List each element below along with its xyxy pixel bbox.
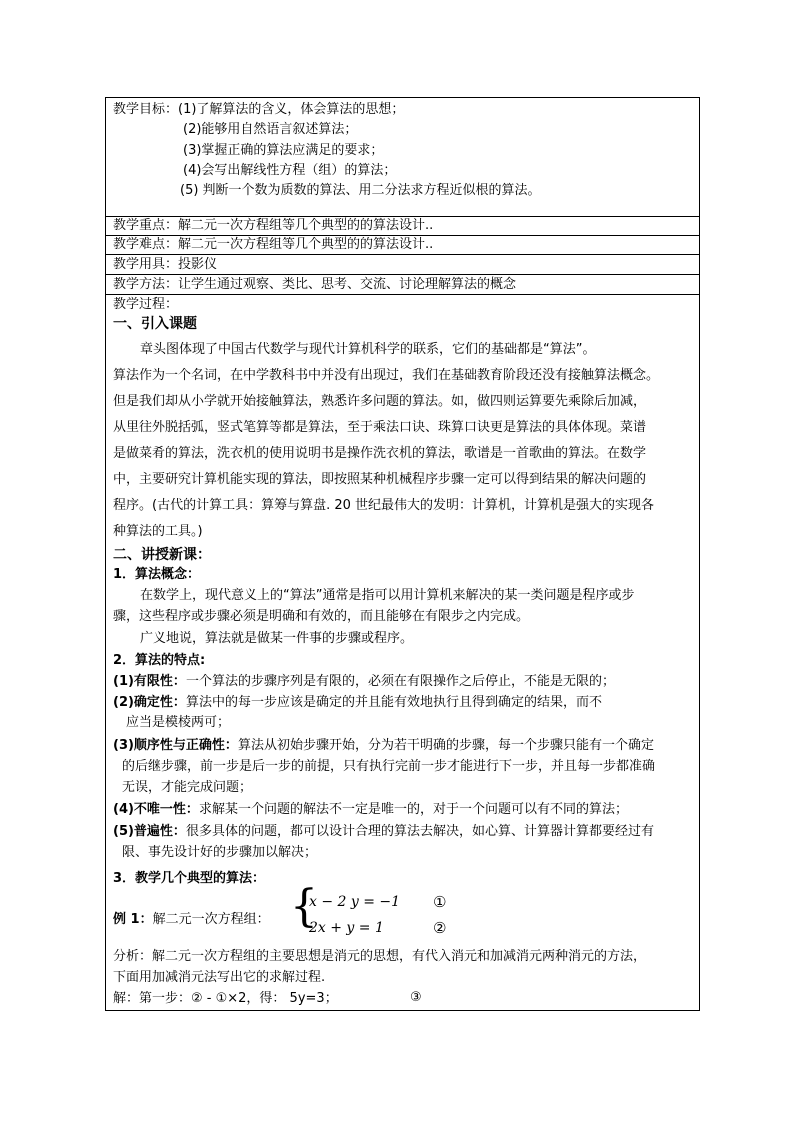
- intro-line: 种算法的工具。): [113, 524, 203, 539]
- feature-desc: 的后继步骤，前一步是后一步的前提，只有执行完前一步才能进行下一步，并且每一步都准确: [122, 759, 656, 774]
- example-number: 例 1：: [113, 912, 153, 927]
- feature-item: [113, 738, 654, 754]
- methods-text: 教学方法：让学生通过观察、类比、思考、交流、讨论理解算法的概念: [113, 277, 517, 292]
- feature-term: (2)确定性：: [113, 695, 186, 710]
- intro-line: 是做菜肴的算法，洗衣机的使用说明书是操作洗衣机的算法，歌谱是一首歌曲的算法。在数学: [113, 446, 647, 461]
- key-point-row: [106, 217, 699, 236]
- feature-desc: 一个算法的步骤序列是有限的，必须在有限操作之后停止，不能是无限的；: [185, 674, 615, 689]
- solution-step: 解：第一步：② - ①×2，得： 5y=3；: [113, 991, 338, 1006]
- analysis-line: 下面用加减消元法写出它的求解过程.: [113, 970, 326, 985]
- feature-item: [113, 824, 654, 840]
- example-desc: 解二元一次方程组：: [152, 912, 270, 927]
- tools-text: 教学用具：投影仪: [113, 257, 218, 272]
- feature-term: (1)有限性：: [113, 674, 186, 689]
- feature-item: [113, 802, 628, 818]
- solution-marker: ③: [410, 990, 422, 1005]
- objectives-label: 教学目标：: [113, 102, 179, 117]
- section-title: 二、讲授新课：: [113, 547, 211, 563]
- concept-title: 1．算法概念：: [113, 567, 201, 582]
- equation-brace: {: [290, 881, 318, 932]
- feature-item: [113, 674, 615, 690]
- equation-1: x − 2 y = −1: [309, 894, 401, 910]
- feature-term: (4)不唯一性：: [113, 802, 199, 817]
- intro-line: 从里往外脱括弧，竖式笔算等都是算法，至于乘法口诀、珠算口诀更是算法的具体体现。菜谱: [113, 420, 647, 435]
- tools-row: [106, 255, 699, 275]
- feature-desc: 求解某一个问题的解法不一定是唯一的，对于一个问题可以有不同的算法；: [198, 802, 628, 817]
- equation-marker: ①: [433, 893, 447, 911]
- key-point-text: 教学重点：解二元一次方程组等几个典型的的算法设计..: [113, 218, 434, 233]
- equation-2: 2x + y = 1: [309, 920, 384, 936]
- objective-item: (4)会写出解线性方程（组）的算法；: [183, 163, 397, 178]
- objective-item: (5) 判断一个数为质数的算法、用二分法求方程近似根的算法。: [180, 183, 541, 198]
- feature-desc: 应当是模棱两可；: [126, 715, 231, 730]
- feature-desc: 算法从初始步骤开始，分为若干明确的步骤，每一个步骤只能有一个确定: [237, 738, 654, 753]
- example-label: [113, 912, 270, 928]
- equation-marker: ②: [433, 919, 447, 937]
- process-label: 教学过程：: [113, 297, 179, 312]
- intro-line: 程序。(古代的计算工具：算筹与算盘. 20 世纪最伟大的发明：计算机，计算机是强大的实现各: [113, 498, 655, 513]
- concept-line: 在数学上，现代意义上的“算法”通常是指可以用计算机来解决的某一类问题是程序或步: [140, 588, 635, 603]
- process-row: [106, 295, 699, 1010]
- objective-item: (2)能够用自然语言叙述算法；: [183, 122, 358, 137]
- feature-desc: 很多具体的问题，都可以设计合理的算法去解决，如心算、计算器计算都要经过有: [185, 824, 654, 839]
- feature-desc: 限、事先设计好的步骤加以解决；: [122, 845, 318, 860]
- features-title: 2．算法的特点:: [113, 653, 206, 668]
- feature-item: [113, 695, 602, 711]
- concept-line: 广义地说，算法就是做某一件事的步骤或程序。: [140, 631, 414, 646]
- objectives-row: [106, 98, 699, 217]
- intro-line: 算法作为一个名词，在中学教科书中并没有出现过，我们在基础教育阶段还没有接触算法概念。: [113, 368, 660, 383]
- lesson-plan-table: [105, 97, 700, 1011]
- intro-line: 中，主要研究计算机能实现的算法，即按照某种机械程序步骤一定可以得到结果的解决问题的: [113, 472, 647, 487]
- typical-title: 3．教学几个典型的算法：: [113, 871, 266, 886]
- feature-term: (3)顺序性与正确性：: [113, 738, 238, 753]
- difficulty-row: [106, 236, 699, 255]
- objective-item: (3)掌握正确的算法应满足的要求；: [183, 143, 384, 158]
- section-title: 一、引入课题: [113, 316, 197, 332]
- methods-row: [106, 275, 699, 295]
- intro-line: 章头图体现了中国古代数学与现代计算机科学的联系，它们的基础都是“算法”。: [140, 342, 596, 357]
- intro-line: 但是我们却从小学就开始接触算法，熟悉许多问题的算法。如，做四则运算要先乘除后加减，: [113, 394, 647, 409]
- difficulty-text: 教学难点：解二元一次方程组等几个典型的的算法设计..: [113, 237, 434, 252]
- feature-desc: 算法中的每一步应该是确定的并且能有效地执行且得到确定的结果，而不: [185, 695, 602, 710]
- objective-item: (1)了解算法的含义，体会算法的思想；: [178, 102, 405, 117]
- feature-desc: 无误，才能完成问题；: [122, 780, 253, 795]
- feature-term: (5)普遍性：: [113, 824, 186, 839]
- concept-line: 骤，这些程序或步骤必须是明确和有效的，而且能够在有限步之内完成。: [113, 609, 530, 624]
- analysis-line: 分析：解二元一次方程组的主要思想是消元的思想，有代入消元和加减消元两种消元的方法，: [113, 949, 647, 964]
